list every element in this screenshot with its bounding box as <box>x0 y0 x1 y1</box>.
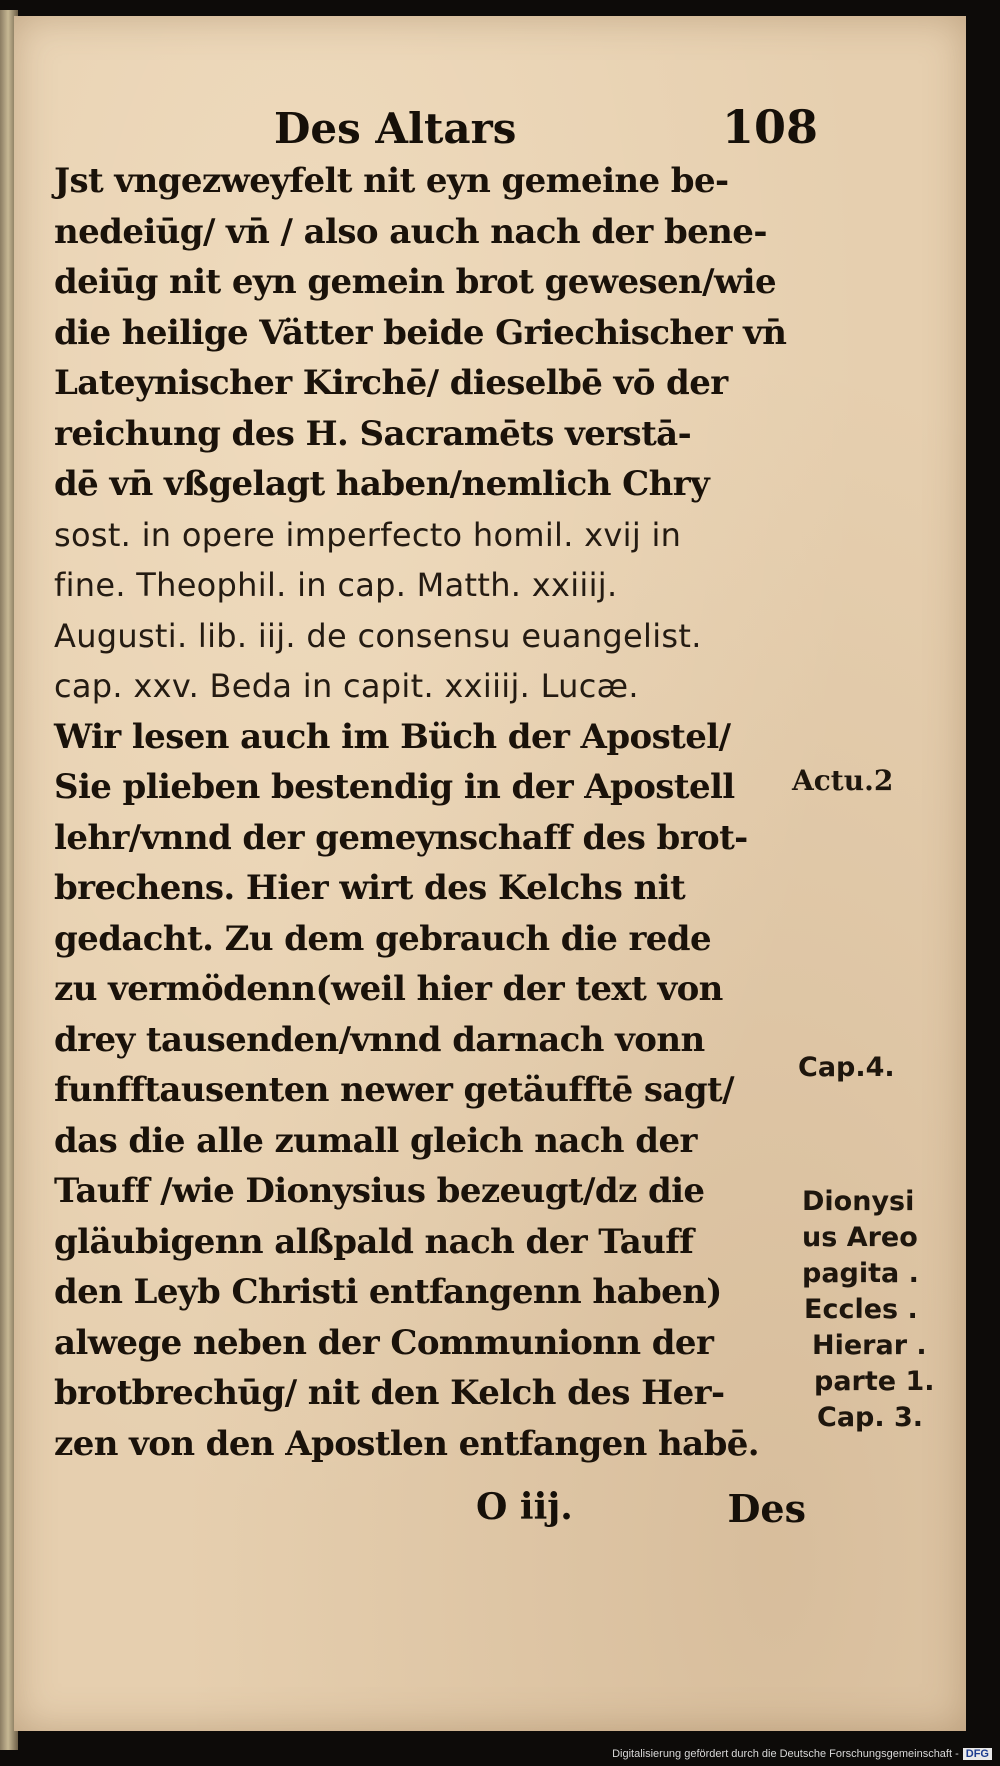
margin-note-dionysius: Cap. 3. <box>817 1402 924 1433</box>
citation-line: Augusti. lib. iij. de consensu euangelist. <box>54 616 702 655</box>
book-page <box>14 16 966 1731</box>
signature-mark: O iij. <box>476 1486 573 1528</box>
text-line: gläubigenn alßpald nach der Tauff <box>54 1221 694 1262</box>
text-line: drey tausenden/vnnd darnach vonn <box>54 1019 705 1060</box>
catchline <box>476 1486 806 1542</box>
text-line: lehr/vnnd der gemeynschaff des brot- <box>54 817 748 858</box>
catchword: Des <box>727 1486 806 1531</box>
margin-note-dionysius: us Areo <box>802 1222 918 1253</box>
text-line: alwege neben der Communionn der <box>54 1322 714 1363</box>
citation-line: fine. Theophil. in cap. Matth. xxiiij. <box>54 566 618 604</box>
citation-line: sost. in opere imperfecto homil. xvij in <box>54 515 682 554</box>
text-line: brechens. Hier wirt des Kelchs nit <box>54 868 686 908</box>
margin-note-dionysius: pagita . <box>802 1258 919 1289</box>
text-line: reichung des H. Sacramēts verstā- <box>54 413 692 454</box>
text-line: Lateynischer Kirchē/ dieselbē vō der <box>54 363 728 403</box>
text-line: Jst vngezweyfelt nit eyn gemeine be- <box>54 161 729 201</box>
main-text-block <box>54 156 799 1469</box>
text-line: brotbrechūg/ nit den Kelch des Her- <box>54 1373 725 1413</box>
text-line: funfftausenten newer getäufftē sagt/ <box>54 1070 734 1110</box>
margin-note-dionysius: parte 1. <box>814 1366 935 1397</box>
page-number: 108 <box>722 100 819 154</box>
text-line: Wir lesen auch im Büch der Apostel/ <box>54 716 731 757</box>
digitization-credit <box>612 1748 992 1760</box>
text-line: deiūg nit eyn gemein brot gewesen/wie <box>54 262 776 302</box>
margin-note-chapter: Cap.4. <box>798 1052 895 1083</box>
margin-note-dionysius: Dionysi <box>802 1186 915 1217</box>
credit-text: Digitalisierung gefördert durch die Deutsche Forschungsgemeinschaft - <box>612 1748 959 1760</box>
dfg-logo: DFG <box>963 1748 992 1760</box>
running-head: Des Altars <box>274 104 517 153</box>
citation-line: cap. xxv. Beda in capit. xxiiij. Lucæ. <box>54 667 639 705</box>
text-line: zen von den Apostlen entfangen habē. <box>54 1423 760 1464</box>
text-line: gedacht. Zu dem gebrauch die rede <box>54 918 712 959</box>
margin-note-dionysius: Eccles . <box>804 1294 918 1325</box>
text-line: dē vn̄ vßgelagt haben/nemlich Chry <box>54 464 710 504</box>
text-line: Tauff /wie Dionysius bezeugt/dz die <box>54 1171 705 1211</box>
text-line: die heilige Vätter beide Griechischer vn̄ <box>54 312 787 353</box>
margin-note-dionysius: Hierar . <box>812 1330 927 1361</box>
text-line: den Leyb Christi entfangenn haben) <box>54 1272 722 1312</box>
text-line: Sie plieben bestendig in der Apostell <box>54 767 735 807</box>
text-line: nedeiūg/ vn̄ / also auch nach der bene- <box>54 211 767 252</box>
margin-note-acts: Actu.2 <box>792 764 894 797</box>
text-line: zu vermödenn(weil hier der text von <box>54 969 723 1009</box>
text-line: das die alle zumall gleich nach der <box>54 1120 697 1161</box>
